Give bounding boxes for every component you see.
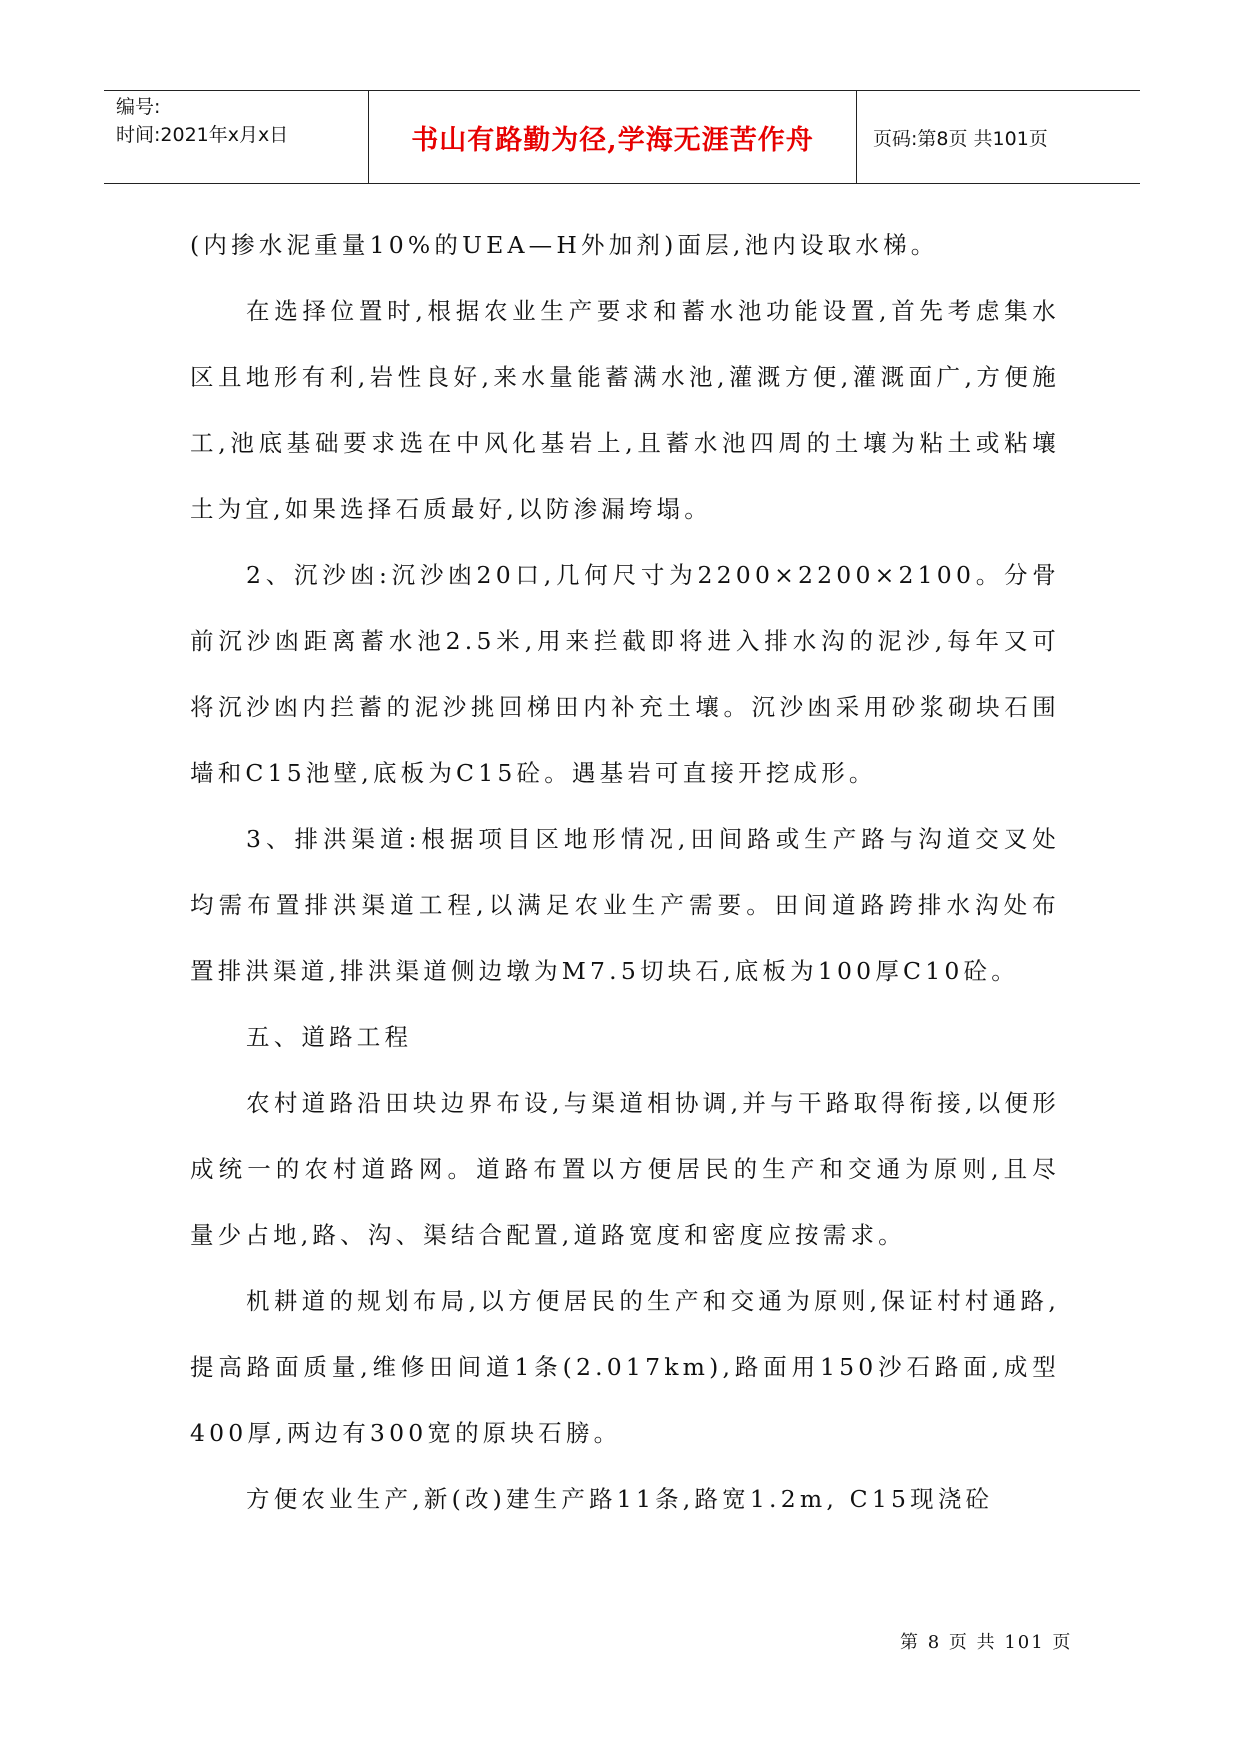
page-footer: 第 8 页 共 101 页 (900, 1632, 1073, 1653)
header-motto: 书山有路勤为径,学海无涯苦作舟 (369, 91, 857, 183)
paragraph-rural-roads: 农村道路沿田块边界布设,与渠道相协调,并与干路取得衔接,以便形成统一的农村道路网。道路布置以方便居民的生产和交通为原则,且尽量少占地,路、沟、渠结合配置,道路宽度和密度应按需求。 (190, 1089, 1060, 1249)
paragraph-sediment-basin: 2、沉沙凼:沉沙凼20口,几何尺寸为2200×2200×2100。分骨前沉沙凼距离蓄水池2.5米,用来拦截即将进入排水沟的泥沙,每年又可将沉沙凼内拦蓄的泥沙挑回梯田内补充土壤。沉沙凼采用砂浆砌块石围墙和C15池壁,底板为C15砼。遇基岩可直接开挖成形。 (190, 561, 1060, 787)
document-header (104, 90, 1140, 184)
paragraph-production-roads: 方便农业生产,新(改)建生产路11条,路宽1.2m, C15现浇砼 (246, 1485, 994, 1513)
document-time-label: 时间:2021年x月x日 (116, 124, 289, 146)
section-heading-road-works: 五、道路工程 (246, 1023, 413, 1051)
document-number-label: 编号: (116, 96, 161, 118)
header-page-code: 页码:第8页 共101页 (873, 127, 1048, 150)
paragraph-continuation: (内掺水泥重量10%的UEA—H外加剂)面层,池内设取水梯。 (190, 231, 939, 259)
paragraph-machine-roads: 机耕道的规划布局,以方便居民的生产和交通为原则,保证村村通路,提高路面质量,维修田间道1条(2.017km),路面用150沙石路面,成型400厚,两边有300宽的原块石膀。 (190, 1287, 1060, 1447)
paragraph-flood-channel: 3、排洪渠道:根据项目区地形情况,田间路或生产路与沟道交叉处均需布置排洪渠道工程,以满足农业生产需要。田间道路跨排水沟处布置排洪渠道,排洪渠道侧边墩为M7.5切块石,底板为100厚C10砼。 (190, 825, 1060, 985)
document-body (190, 212, 1060, 1532)
header-meta-cell (104, 91, 369, 183)
paragraph-site-selection: 在选择位置时,根据农业生产要求和蓄水池功能设置,首先考虑集水区且地形有利,岩性良好,来水量能蓄满水池,灌溉方便,灌溉面广,方便施工,池底基础要求选在中风化基岩上,且蓄水池四周的土壤为粘土或粘壤土为宜,如果选择石质最好,以防渗漏垮塌。 (190, 297, 1060, 523)
